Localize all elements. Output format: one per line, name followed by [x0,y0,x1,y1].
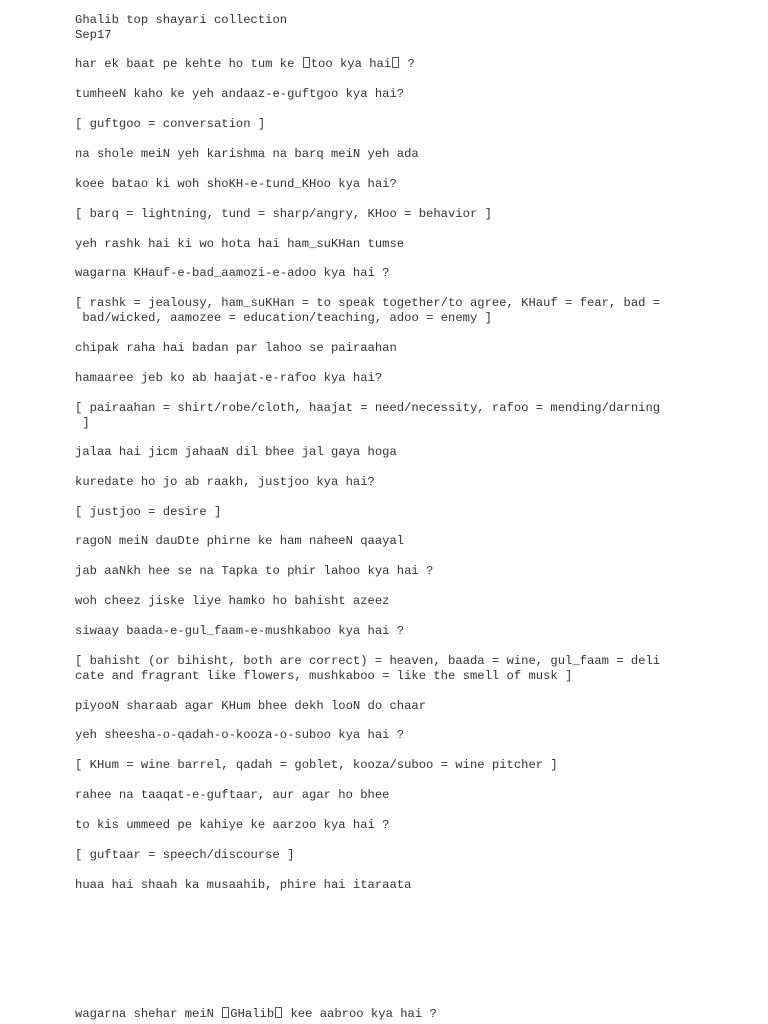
glossary-note: [ bahisht (or bihisht, both are correct) = heaven, baada = wine, gul_faam = deli cate and fragrant like flowers, mushkaboo = like the smell of musk ] [75,654,661,683]
verse-line: wagarna KHauf-e-bad_aamozi-e-adoo kya hai ? [75,266,390,280]
verse-line: ragoN meiN dauDte phirne ke ham naheeN qaayal [75,534,405,548]
missing-glyph-icon [392,57,399,68]
missing-glyph-icon [222,1007,229,1018]
glossary-note: [ pairaahan = shirt/robe/cloth, haajat = need/necessity, rafoo = mending/darning ] [75,401,661,430]
verse-line: siwaay baada-e-gul_faam-e-mushkaboo kya hai ? [75,624,405,638]
verse-line: huaa hai shaah ka musaahib, phire hai itaraata [75,878,412,892]
verse-line: hamaaree jeb ko ab haajat-e-rafoo kya hai? [75,371,383,385]
verse-line: to kis ummeed pe kahiye ke aarzoo kya hai ? [75,818,390,832]
verse-line: yeh rashk hai ki wo hota hai ham_suKHan tumse [75,237,405,251]
verse-line: na shole meiN yeh karishma na barq meiN yeh ada [75,147,419,161]
document-date: Sep17 [75,28,112,42]
verse-line: piyooN sharaab agar KHum bhee dekh looN do chaar [75,699,427,713]
glossary-note: [ guftaar = speech/discourse ] [75,848,295,862]
verse-line: jalaa hai jicm jahaaN dil bhee jal gaya hoga [75,445,397,459]
verse-line: rahee na taaqat-e-guftaar, aur agar ho bhee [75,788,390,802]
document-title: Ghalib top shayari collection [75,13,288,27]
verse-line: tumheeN kaho ke yeh andaaz-e-guftgoo kya hai? [75,87,405,101]
verse-line: yeh sheesha-o-qadah-o-kooza-o-suboo kya hai ? [75,728,405,742]
verse-line: wagarna shehar meiN GHalib kee aabroo kya hai ? [75,1007,437,1021]
verse-line: har ek baat pe kehte ho tum ke too kya hai ? [75,57,415,71]
glossary-note: [ barq = lightning, tund = sharp/angry, KHoo = behavior ] [75,207,492,221]
glossary-note: [ rashk = jealousy, ham_suKHan = to speak together/to agree, KHauf = fear, bad = bad/wicked, aamozee = education/teaching, adoo = enemy ] [75,296,661,325]
verse-line: chipak raha hai badan par lahoo se pairaahan [75,341,397,355]
verse-line: kuredate ho jo ab raakh, justjoo kya hai? [75,475,375,489]
glossary-note: [ justjoo = desire ] [75,505,222,519]
glossary-note: [ KHum = wine barrel, qadah = goblet, kooza/suboo = wine pitcher ] [75,758,558,772]
missing-glyph-icon [275,1007,282,1018]
verse-line: jab aaNkh hee se na Tapka to phir lahoo kya hai ? [75,564,434,578]
missing-glyph-icon [303,57,310,68]
verse-line: koee batao ki woh shoKH-e-tund_KHoo kya hai? [75,177,397,191]
glossary-note: [ guftgoo = conversation ] [75,117,266,131]
verse-line: woh cheez jiske liye hamko ho bahisht azeez [75,594,390,608]
